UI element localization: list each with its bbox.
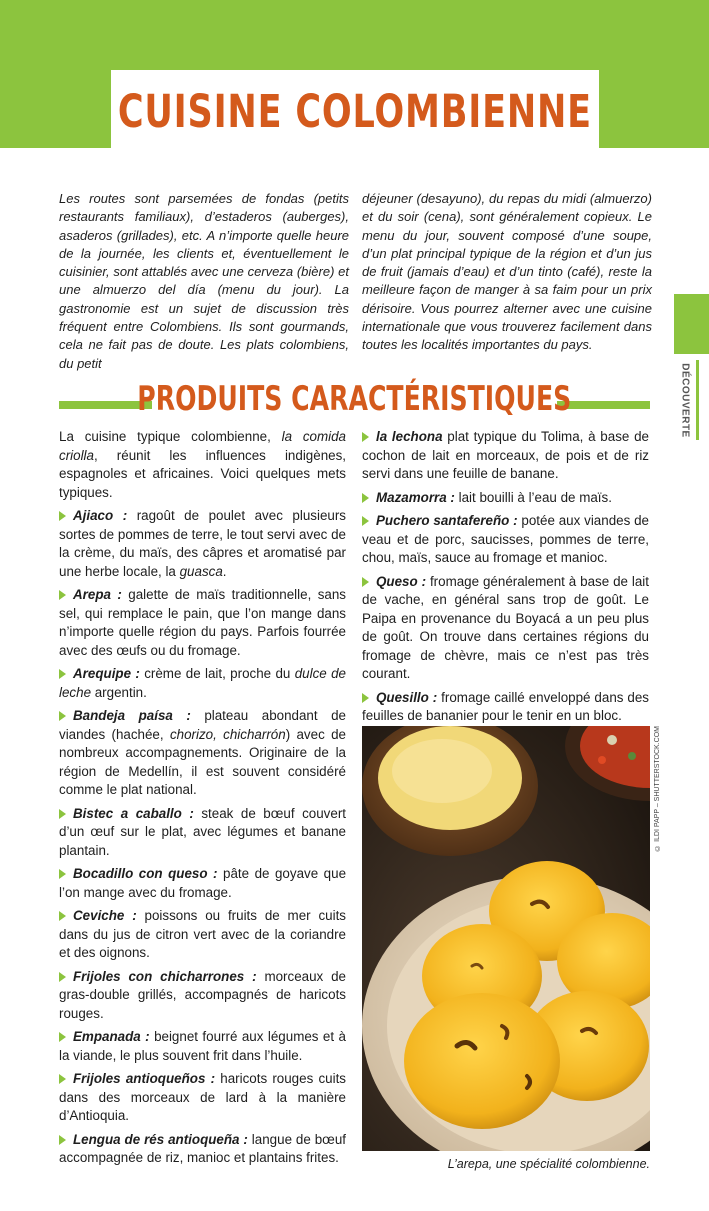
lead-emphasis: la comida criolla [59, 429, 346, 463]
lead-text-end: , réunit les influences indigènes, espagnoles et africaines. Voici quelques mets typiques. [59, 447, 346, 500]
dish-entry [59, 1028, 346, 1065]
dish-description: lait bouilli à l’eau de maïs. [454, 489, 612, 505]
dish-entry [362, 689, 649, 726]
dish-description-emphasis: guasca [179, 563, 223, 579]
dish-column-left [59, 428, 346, 1173]
dish-entry [362, 489, 649, 508]
bullet-arrow-icon [59, 590, 66, 600]
side-tab-text: DÉCOUVERTE [679, 362, 691, 438]
lead-text: La cuisine typique colombienne, [59, 429, 282, 444]
dish-description: plat typique du Tolima, à base de cochon de lait en morceaux, de pois et de riz servi dans une feuille de banane. [362, 429, 649, 481]
dish-entry [59, 707, 346, 800]
bullet-arrow-icon [59, 1074, 66, 1084]
bullet-arrow-icon [59, 809, 66, 819]
bullet-arrow-icon [59, 669, 66, 679]
photo-credit [651, 726, 663, 856]
dish-description: fromage caillé enveloppé dans des feuilles de bananier pour le tenir en un bloc. [362, 689, 649, 723]
dish-name: Queso : [376, 573, 427, 589]
dish-name: Empanada : [73, 1029, 150, 1044]
dish-name: Lengua de rés antioqueña : [73, 1131, 248, 1147]
side-tab-line [696, 360, 699, 440]
bullet-arrow-icon [362, 577, 369, 587]
dish-description-end: . [222, 563, 227, 579]
dish-description: haricots rouges cuits dans des morceaux de lard à la manière d’Antioquia. [59, 1071, 346, 1123]
bullet-arrow-icon [362, 516, 369, 526]
dish-description: poissons ou fruits de mer cuits dans du jus de citron vert avec de la coriandre et des oignons. [59, 908, 346, 960]
dish-description-emphasis: chorizo, chicharrón [169, 726, 286, 742]
arepa-photo [362, 726, 650, 1151]
intro-text-left: Les routes sont parsemées de fondas (petits restaurants familiaux), d’estaderos (auberges), asaderos (grillades), etc. A n’importe quelle heure de la journée, les clients et, éventuellement le cuisinier, sont attablés avec une cerveza (bière) et une almuerzo del día (menu du jour). La gastronomie est un sujet de discussion très fréquent entre Colombiens. Ils sont gourmands, cela ne fait pas de doute. Les plats colombiens, du petit [59, 191, 349, 371]
dish-description-end: ) avec de nombreux accompagnements. Originaire de la région de Medellín, il est souvent considéré comme le plat national. [59, 726, 346, 797]
section-lead [59, 428, 346, 502]
dish-entry [59, 665, 346, 702]
section-heading [137, 374, 572, 424]
dish-name: Ajiaco : [73, 508, 128, 523]
dish-entry [362, 428, 649, 484]
dish-description: plateau abondant de viandes (hachée, [59, 708, 347, 742]
dish-name: Ceviche : [73, 908, 137, 923]
dish-name: Mazamorra : [376, 489, 455, 505]
bullet-arrow-icon [59, 1032, 66, 1042]
dish-name: Frijoles con chicharrones : [73, 968, 257, 984]
dish-entry [59, 865, 346, 902]
dish-name: Arequipe : [73, 666, 140, 681]
dish-name: Bistec a caballo : [73, 805, 194, 821]
bullet-arrow-icon [59, 1135, 66, 1145]
dish-entry [59, 1070, 346, 1126]
bullet-arrow-icon [59, 511, 66, 521]
photo-caption: L’arepa, une spécialité colombienne. [447, 1157, 650, 1171]
dish-name: Quesillo : [376, 689, 438, 705]
bullet-arrow-icon [362, 432, 369, 442]
dish-description-emphasis: dulce de leche [59, 666, 346, 700]
dish-description-end: argentin. [91, 684, 147, 700]
dish-entry [59, 1131, 346, 1168]
title-box [111, 70, 599, 152]
dish-name: Bocadillo con queso : [73, 866, 218, 881]
bullet-arrow-icon [59, 869, 66, 879]
dish-description: crème de lait, proche du [139, 666, 295, 681]
dish-description: pâte de goyave que l’on mange avec du fromage. [59, 866, 347, 900]
dish-entry [59, 968, 346, 1024]
dish-description: morceaux de gras-double grillés, accompagnés de haricots rouges. [59, 968, 346, 1021]
intro-text-right: déjeuner (desayuno), du repas du midi (almuerzo) et du soir (cena), sont généralement copieux. Le menu du jour, souvent composé d’une soupe, d’un plat principal typique de la région et d’un jus de fruit (jamais d’eau) et d’un tinto (café), reste la meilleure façon de manger à sa faim pour un prix dérisoire. Vous pourrez alterner avec une cuisine internationale que vous trouverez facilement dans toutes les localités importantes du pays. [362, 191, 652, 353]
dish-description: steak de bœuf couvert d’un œuf sur le plat, avec légumes et banane plantain. [59, 805, 346, 858]
dish-description: galette de maïs traditionnelle, sans sel, qui remplace le pain, que l’on mange dans n’importe quelle région du pays. Parfois fourrée avec des œufs ou du fromage. [59, 587, 347, 658]
dish-name: Frijoles antioqueños : [73, 1071, 216, 1086]
page-title: CUISINE COLOMBIENNE [117, 84, 593, 138]
dish-description: langue de bœuf accompagnée de riz, manioc et plantains frites. [59, 1131, 346, 1165]
bullet-arrow-icon [59, 911, 66, 921]
dish-entry [59, 805, 346, 861]
bullet-arrow-icon [362, 493, 369, 503]
photo-credit-text: © ILDI PAPP – SHUTTERSTOCK.COM [653, 726, 661, 851]
dish-entry [362, 573, 649, 684]
dish-entry [59, 907, 346, 963]
section-title: PRODUITS CARACTÉRISTIQUES [137, 379, 572, 419]
dish-name: Bandeja paísa : [73, 708, 191, 723]
dish-description: potée aux viandes de veau et de porc, saucisses, pommes de terre, chou, maïs, sauce au fromage et manioc. [362, 513, 649, 565]
bullet-arrow-icon [59, 972, 66, 982]
dish-description: fromage généralement à base de lait de vache, en général sans trop de goût. Le Paipa en provenance du Boyacá a un peu plus de goût. On trouve dans certaines régions du fromage de chèvre, mais ce n’est pas très courant. [362, 573, 649, 681]
side-tab-marker [674, 294, 709, 354]
dish-name: Puchero santafereño : [376, 513, 518, 528]
dish-name: la lechona [376, 429, 443, 444]
dish-description: beignet fourré aux légumes et à la viande, le plus souvent frit dans l’huile. [59, 1029, 346, 1063]
bullet-arrow-icon [362, 693, 369, 703]
dish-entry [362, 512, 649, 568]
side-tab-label [674, 360, 696, 440]
dish-column-right [362, 428, 649, 731]
dish-description: ragoût de poulet avec plusieurs sortes de pommes de terre, le tout servi avec de la crème, du maïs, des câpres et aromatisé par une herbe locale, la [59, 508, 346, 579]
dish-entry [59, 586, 346, 660]
bullet-arrow-icon [59, 711, 66, 721]
dish-name: Arepa : [73, 587, 122, 602]
dish-entry [59, 507, 346, 581]
